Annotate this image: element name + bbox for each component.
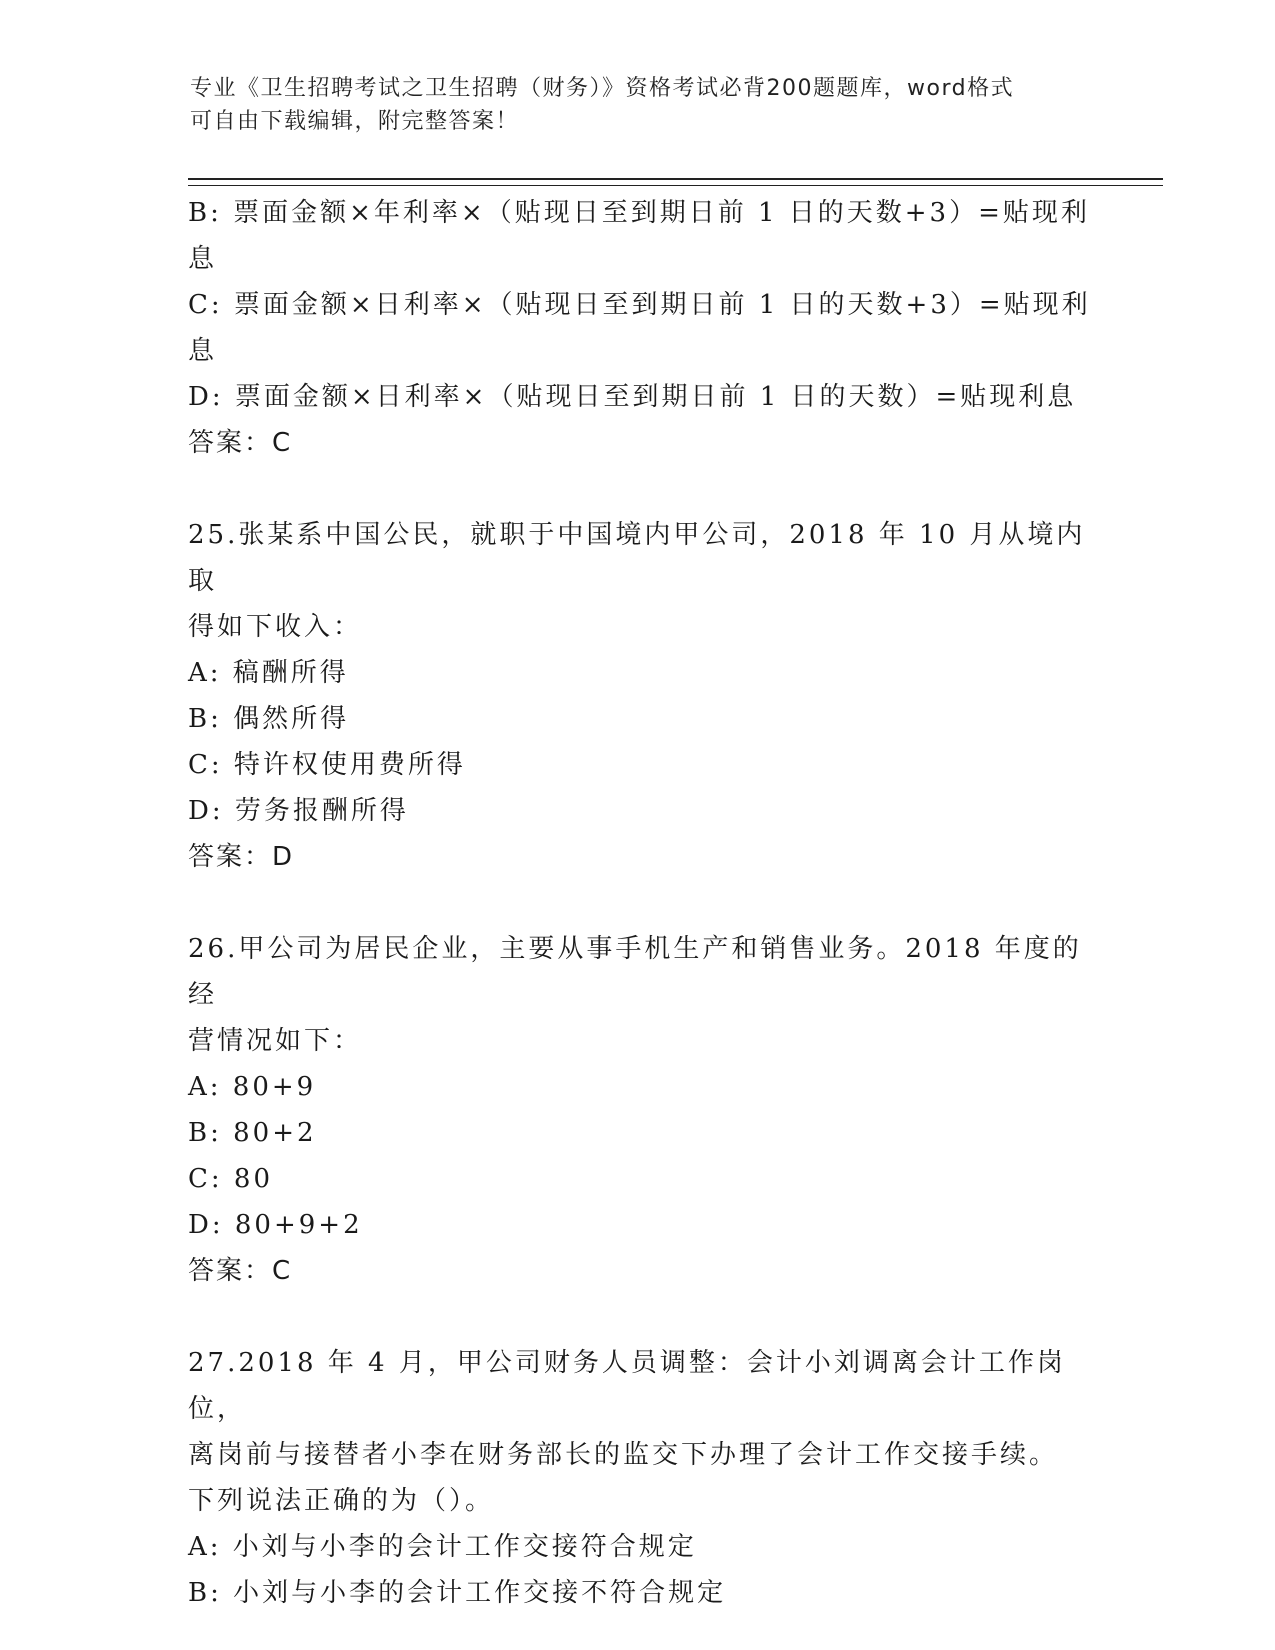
option-d: D: 80+9+2 <box>188 1210 363 1240</box>
question-stem-line-1: 27.2018 年 4 月，甲公司财务人员调整：会计小刘调离会计工作岗位， <box>188 1348 1066 1424</box>
option-c: C: 特许权使用费所得 <box>188 750 466 780</box>
header-line-2: 可自由下载编辑，附完整答案！ <box>190 109 520 134</box>
option-b: B: 偶然所得 <box>188 704 350 734</box>
option-d: D: 劳务报酬所得 <box>188 796 409 826</box>
question-stem-line-1: 26.甲公司为居民企业，主要从事手机生产和销售业务。2018 年度的经 <box>188 934 1082 1010</box>
spacer <box>188 880 1108 926</box>
option-a: A: 80+9 <box>188 1072 317 1102</box>
option-b: B: 80+2 <box>188 1118 317 1148</box>
option-b-line-2: 息 <box>188 244 218 274</box>
option-a: A: 稿酬所得 <box>188 658 349 688</box>
option-c: C: 80 <box>188 1164 274 1194</box>
header-divider <box>188 178 1163 186</box>
page-header <box>190 72 1110 138</box>
answer: 答案：C <box>188 428 293 458</box>
question-block-24 <box>188 190 1108 466</box>
option-c-line-2: 息 <box>188 336 218 366</box>
option-b: B: 小刘与小李的会计工作交接不符合规定 <box>188 1578 727 1608</box>
answer: 答案：C <box>188 1256 293 1286</box>
question-stem-line-2: 得如下收入： <box>188 612 363 642</box>
header-line-1: 专业《卫生招聘考试之卫生招聘（财务）》资格考试必背200题题库，word格式 <box>190 76 1015 101</box>
option-d: D: 票面金额×日利率×（贴现日至到期日前 1 日的天数）=贴现利息 <box>188 382 1077 412</box>
option-a: A: 小刘与小李的会计工作交接符合规定 <box>188 1532 697 1562</box>
option-c-line-1: C: 票面金额×日利率×（贴现日至到期日前 1 日的天数+3）=贴现利 <box>188 290 1091 320</box>
option-b-line-1: B: 票面金额×年利率×（贴现日至到期日前 1 日的天数+3）=贴现利 <box>188 198 1090 228</box>
spacer <box>188 466 1108 512</box>
question-block-26 <box>188 926 1108 1294</box>
question-stem-line-2: 营情况如下： <box>188 1026 363 1056</box>
question-block-27 <box>188 1340 1108 1616</box>
question-stem-line-2: 离岗前与接替者小李在财务部长的监交下办理了会计工作交接手续。 <box>188 1440 1059 1470</box>
spacer <box>188 1294 1108 1340</box>
question-stem-line-3: 下列说法正确的为（）。 <box>188 1486 495 1516</box>
document-body <box>188 190 1108 1616</box>
question-block-25 <box>188 512 1108 880</box>
question-stem-line-1: 25.张某系中国公民，就职于中国境内甲公司，2018 年 10 月从境内取 <box>188 520 1086 596</box>
answer: 答案：D <box>188 842 295 872</box>
